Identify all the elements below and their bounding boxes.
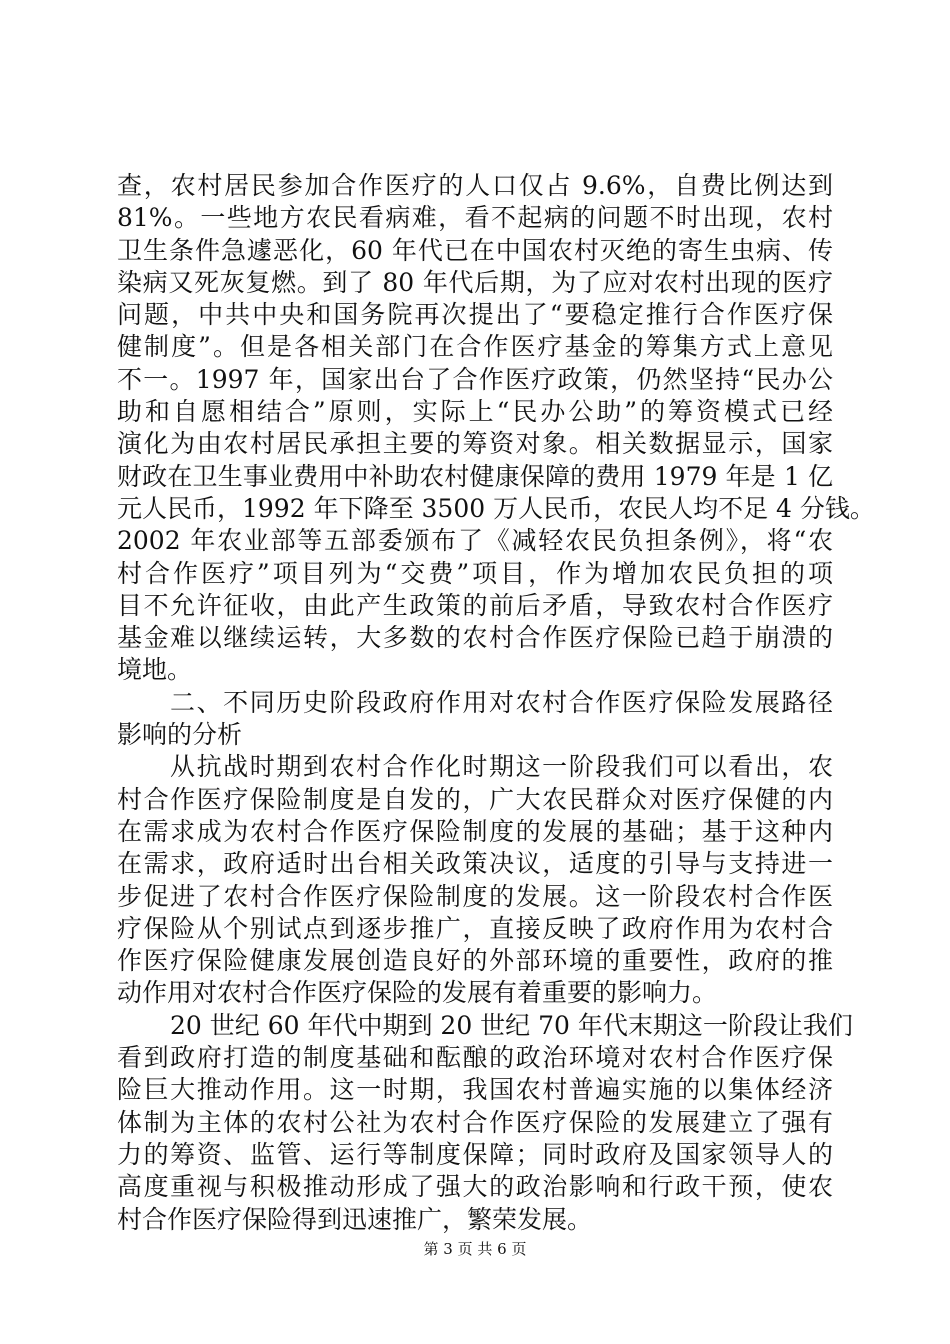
page-footer: [0, 1240, 950, 1258]
text-line: 助和自愿相结合”原则，实际上“民办公助”的筹资模式已经: [117, 397, 833, 427]
text-line: 20 世纪 60 年代中期到 20 世纪 70 年代末期这一阶段让我们: [170, 1010, 853, 1040]
text-line: 从抗战时期到农村合作化时期这一阶段我们可以看出，农: [170, 752, 833, 782]
text-line: 问题，中共中央和国务院再次提出了“要稳定推行合作医疗保: [117, 300, 833, 330]
text-line: 染病又死灰复燃。到了 80 年代后期，为了应对农村出现的医疗: [117, 267, 833, 297]
text-line: 2002 年农业部等五部委颁布了《减轻农民负担条例》，将“农: [117, 526, 833, 556]
text-line: 健制度”。但是各相关部门在合作医疗基金的筹集方式上意见: [117, 332, 833, 362]
text-line: 境地。: [117, 655, 193, 685]
text-line: 元人民币，1992 年下降至 3500 万人民币，农民人均不足 4 分钱。: [117, 493, 875, 523]
text-line: 力的筹资、监管、运行等制度保障；同时政府及国家领导人的: [117, 1139, 833, 1169]
section-heading: 二、不同历史阶段政府作用对农村合作医疗保险发展路径: [170, 687, 833, 717]
text-line: 财政在卫生事业费用中补助农村健康保障的费用 1979 年是 1 亿: [117, 461, 833, 491]
text-line: 不一。1997 年，国家出台了合作医疗政策，仍然坚持“民办公: [117, 364, 833, 394]
text-line: 村合作医疗保险制度是自发的，广大农民群众对医疗保健的内: [117, 784, 833, 814]
text-line: 疗保险从个别试点到逐步推广，直接反映了政府作用为农村合: [117, 913, 833, 943]
text-line: 作医疗保险健康发展创造良好的外部环境的重要性，政府的推: [117, 946, 833, 976]
text-line: 高度重视与积极推动形成了强大的政治影响和行政干预，使农: [117, 1172, 833, 1202]
text-line: 卫生条件急遽恶化，60 年代已在中国农村灭绝的寄生虫病、传: [117, 235, 833, 265]
paragraph-continuation: [117, 170, 875, 1236]
text-line: 动作用对农村合作医疗保险的发展有着重要的影响力。: [117, 978, 718, 1008]
page-number-label: 第 3 页 共 6 页: [423, 1240, 527, 1258]
text-line: 演化为由农村居民承担主要的筹资对象。相关数据显示，国家: [117, 429, 833, 459]
text-line: 81%。一些地方农民看病难，看不起病的问题不时出现，农村: [117, 203, 833, 233]
text-line: 步促进了农村合作医疗保险制度的发展。这一阶段农村合作医: [117, 881, 833, 911]
text-line: 基金难以继续运转，大多数的农村合作医疗保险已趋于崩溃的: [117, 623, 833, 653]
text-line: 在需求成为农村合作医疗保险制度的发展的基础；基于这种内: [117, 816, 833, 846]
section-heading-continued: 影响的分析: [117, 720, 243, 750]
text-line: 村合作医疗保险得到迅速推广，繁荣发展。: [117, 1204, 593, 1234]
text-line: 看到政府打造的制度基础和酝酿的政治环境对农村合作医疗保: [117, 1043, 833, 1073]
text-line: 在需求，政府适时出台相关政策决议，适度的引导与支持进一: [117, 849, 833, 879]
text-line: 体制为主体的农村公社为农村合作医疗保险的发展建立了强有: [117, 1107, 833, 1137]
text-line: 村合作医疗”项目列为“交费”项目，作为增加农民负担的项: [117, 558, 833, 588]
text-line: 目不允许征收，由此产生政策的前后矛盾，导致农村合作医疗: [117, 590, 833, 620]
text-line: 查，农村居民参加合作医疗的人口仅占 9.6%，自费比例达到: [117, 171, 833, 200]
text-line: 险巨大推动作用。这一时期，我国农村普遍实施的以集体经济: [117, 1075, 833, 1105]
